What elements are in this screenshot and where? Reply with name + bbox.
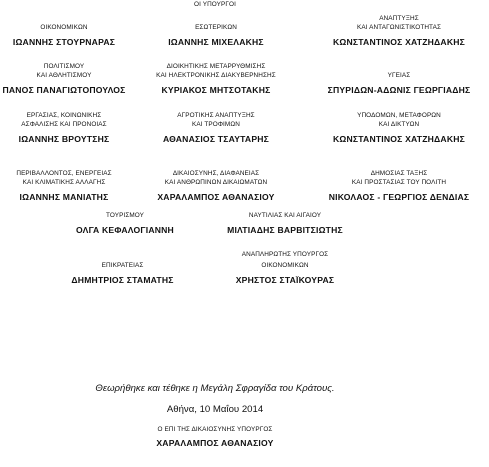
role-deputy-minister-line2: ΟΙΚΟΝΟΜΙΚΩΝ: [261, 262, 309, 269]
role-finance: ΟΙΚΟΝΟΜΙΚΩΝ: [40, 24, 88, 31]
role-admin-reform: ΔΙΟΙΚΗΤΙΚΗΣ ΜΕΤΑΡΡΥΘΜΙΣΗΣ: [166, 63, 266, 70]
role-environment: ΠΕΡΙΒΑΛΛΟΝΤΟΣ, ΕΝΕΡΓΕΙΑΣ: [16, 170, 112, 177]
minister-name: ΔΗΜΗΤΡΙΟΣ ΣΤΑΜΑΤΗΣ: [71, 275, 174, 285]
role-development: ΑΝΑΠΤΥΞΗΣ: [379, 15, 419, 22]
role-labour: ΕΡΓΑΣΙΑΣ, ΚΟΙΝΩΝΙΚΗΣ: [26, 112, 102, 119]
minister-name: ΠΑΝΟΣ ΠΑΝΑΓΙΩΤΟΠΟΥΛΟΣ: [2, 85, 126, 95]
role-public-order: ΔΗΜΟΣΙΑΣ ΤΑΞΗΣ: [370, 170, 428, 177]
seal-statement: Θεωρήθηκε και τέθηκε η Μεγάλη Σφραγίδα του Κράτους.: [95, 383, 335, 394]
role-infrastructure: ΥΠΟΔΟΜΩΝ, ΜΕΤΑΦΟΡΩΝ: [357, 112, 441, 119]
role-interior: ΕΣΩΤΕΡΙΚΩΝ: [195, 24, 237, 31]
role-health: ΥΓΕΙΑΣ: [387, 72, 411, 79]
minister-name: ΙΩΑΝΝΗΣ ΣΤΟΥΡΝΑΡΑΣ: [12, 37, 116, 47]
role-justice: ΔΙΚΑΙΟΣΥΝΗΣ, ΔΙΑΦΑΝΕΙΑΣ: [172, 170, 260, 177]
minister-name: ΣΠΥΡΙΔΩΝ-ΑΔΩΝΙΣ ΓΕΩΡΓΙΑΔΗΣ: [327, 85, 471, 95]
minister-name: ΙΩΑΝΝΗΣ ΒΡΟΥΤΣΗΣ: [18, 134, 110, 144]
signer-name: ΧΑΡΑΛΑΜΠΟΣ ΑΘΑΝΑΣΙΟΥ: [156, 438, 274, 448]
role-shipping: ΝΑΥΤΙΛΙΑΣ ΚΑΙ ΑΙΓΑΙΟΥ: [248, 212, 322, 219]
role-agriculture-line2: ΚΑΙ ΤΡΟΦΙΜΩΝ: [192, 121, 240, 128]
minister-name: ΚΩΝΣΤΑΝΤΙΝΟΣ ΧΑΤΖΗΔΑΚΗΣ: [332, 134, 466, 144]
role-culture: ΠΟΛΙΤΙΣΜΟΥ: [43, 63, 85, 70]
signer-role: Ο ΕΠΙ ΤΗΣ ΔΙΚΑΙΟΣΥΝΗΣ ΥΠΟΥΡΓΟΣ: [157, 426, 273, 433]
role-labour-line2: ΑΣΦΑΛΙΣΗΣ ΚΑΙ ΠΡΟΝΟΙΑΣ: [21, 121, 107, 128]
minister-name: ΜΙΛΤΙΑΔΗΣ ΒΑΡΒΙΤΣΙΩΤΗΣ: [227, 225, 343, 235]
minister-name: ΧΑΡΑΛΑΜΠΟΣ ΑΘΑΝΑΣΙΟΥ: [157, 192, 275, 202]
role-agriculture: ΑΓΡΟΤΙΚΗΣ ΑΝΑΠΤΥΞΗΣ: [177, 112, 255, 119]
minister-name: ΧΡΗΣΤΟΣ ΣΤΑΪΚΟΥΡΑΣ: [235, 275, 335, 285]
role-state: ΕΠΙΚΡΑΤΕΙΑΣ: [101, 262, 144, 269]
ministers-header: ΟΙ ΥΠΟΥΡΓΟΙ: [194, 1, 236, 8]
role-tourism: ΤΟΥΡΙΣΜΟΥ: [105, 212, 145, 219]
role-development-line2: ΚΑΙ ΑΝΤΑΓΩΝΙΣΤΙΚΟΤΗΤΑΣ: [356, 24, 441, 31]
minister-name: ΚΥΡΙΑΚΟΣ ΜΗΤΣΟΤΑΚΗΣ: [161, 85, 271, 95]
role-justice-line2: ΚΑΙ ΑΝΘΡΩΠΙΝΩΝ ΔΙΚΑΙΩΜΑΤΩΝ: [164, 179, 268, 186]
minister-name: ΟΛΓΑ ΚΕΦΑΛΟΓΙΑΝΝΗ: [76, 225, 174, 235]
minister-name: ΑΘΑΝΑΣΙΟΣ ΤΣΑΥΤΑΡΗΣ: [162, 134, 270, 144]
role-public-order-line2: ΚΑΙ ΠΡΟΣΤΑΣΙΑΣ ΤΟΥ ΠΟΛΙΤΗ: [351, 179, 447, 186]
minister-name: ΙΩΑΝΝΗΣ ΜΑΝΙΑΤΗΣ: [19, 192, 109, 202]
role-admin-reform-line2: ΚΑΙ ΗΛΕΚΤΡΟΝΙΚΗΣ ΔΙΑΚΥΒΕΡΝΗΣΗΣ: [156, 72, 276, 79]
minister-name: ΝΙΚΟΛΑΟΣ - ΓΕΩΡΓΙΟΣ ΔΕΝΔΙΑΣ: [328, 192, 470, 202]
role-culture-line2: ΚΑΙ ΑΘΛΗΤΙΣΜΟΥ: [36, 72, 92, 79]
minister-name: ΙΩΑΝΝΗΣ ΜΙΧΕΛΑΚΗΣ: [168, 37, 264, 47]
minister-name: ΚΩΝΣΤΑΝΤΙΝΟΣ ΧΑΤΖΗΔΑΚΗΣ: [332, 37, 466, 47]
role-deputy-minister: ΑΝΑΠΛΗΡΩΤΗΣ ΥΠΟΥΡΓΟΣ: [241, 251, 329, 258]
document-date: Αθήνα, 10 Μαΐου 2014: [166, 404, 264, 415]
role-infrastructure-line2: ΚΑΙ ΔΙΚΤΥΩΝ: [378, 121, 420, 128]
role-environment-line2: ΚΑΙ ΚΛΙΜΑΤΙΚΗΣ ΑΛΛΑΓΗΣ: [22, 179, 106, 186]
